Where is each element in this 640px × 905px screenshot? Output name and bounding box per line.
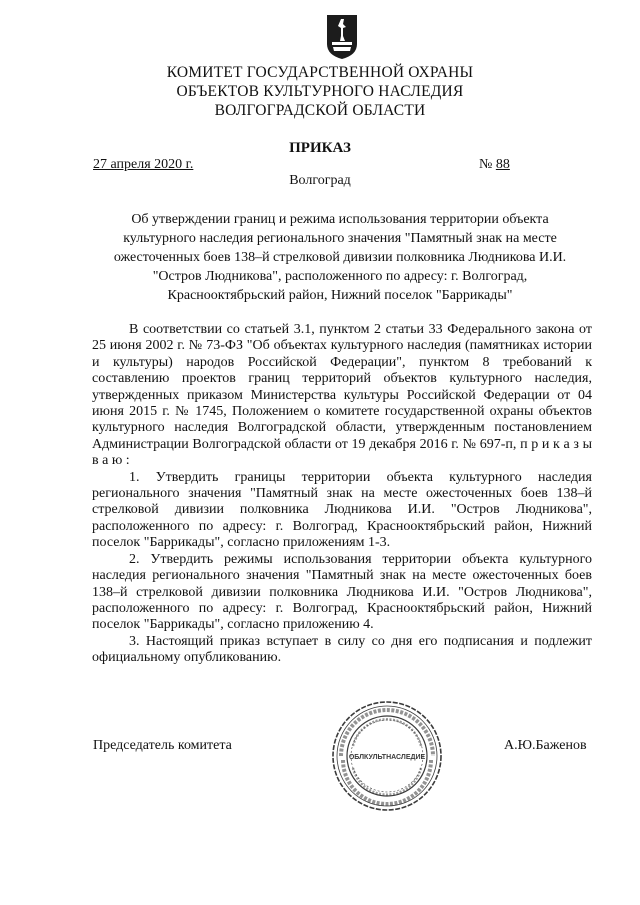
signatory-name: А.Ю.Баженов [504, 738, 587, 753]
preamble-paragraph: В соответствии со статьей 3.1, пунктом 2 статьи 33 Федерального закона от 25 июня 2002 г. № 73-ФЗ "Об объектах культурного наследия (памятниках истории и культуры) народов Российской Федерации", пунктом 8 требований к составлению проектов границ территорий объектов культурного наследия, утвержденных приказом Министерства культуры Российской Федерации от 04 июня 2015 г. № 1745, Положением о комитете государственной охраны объектов культурного наследия Волгоградской области, утвержденным постановлением Администрации Волгоградской области от 19 декабря 2016 г. № 697-п, п р и к а з ы в а ю : [92, 322, 592, 469]
order-item-1: 1. Утвердить границы территории объекта культурного наследия регионального значения "Памятный знак на месте ожесточенных боев 138–й стрелковой дивизии полковника Людникова И.И. "Остров Людникова", расположенного по адресу: г. Волгоград, Краснооктябрьский район, Нижний поселок "Баррикады", согласно приложениям 1-3. [92, 469, 592, 551]
signatory-position: Председатель комитета [93, 738, 232, 753]
document-body [92, 322, 592, 667]
volgograd-emblem-icon [326, 14, 358, 60]
document-title: ПРИКАЗ [289, 140, 351, 156]
document-subject [90, 210, 590, 305]
org-name-line-2: ОБЪЕКТОВ КУЛЬТУРНОГО НАСЛЕДИЯ [176, 83, 464, 100]
document-city: Волгоград [289, 173, 351, 188]
subject-line: "Остров Людникова", расположенного по адресу: г. Волгоград, [152, 269, 528, 284]
subject-line: культурного наследия регионального значения "Памятный знак на месте [123, 231, 557, 246]
subject-line: ожесточенных боев 138–й стрелковой дивизии полковника Людникова И.И. [113, 250, 567, 265]
document-date: 27 апреля 2020 г. [93, 157, 194, 172]
official-seal-stamp [331, 700, 443, 812]
number-prefix: № [479, 157, 493, 172]
document-number [479, 157, 510, 173]
number-value: 88 [495, 157, 510, 172]
org-name-line-3: ВОЛГОГРАДСКОЙ ОБЛАСТИ [214, 102, 426, 119]
org-name-line-1: КОМИТЕТ ГОСУДАРСТВЕННОЙ ОХРАНЫ [166, 64, 474, 81]
seal-center-text: ОБЛКУЛЬТНАСЛЕДИЕ [348, 754, 426, 761]
subject-line: Краснооктябрьский район, Нижний поселок "Баррикады" [167, 288, 513, 303]
order-item-2: 2. Утвердить режимы использования территории объекта культурного наследия регионального значения "Памятный знак на месте ожесточенных боев 138–й стрелковой дивизии полковника Людникова И.И. "Остров Людникова", расположенного по адресу: г. Волгоград, Краснооктябрьский район, Нижний поселок "Баррикады", согласно приложению 4. [92, 551, 592, 633]
order-item-3: 3. Настоящий приказ вступает в силу со дня его подписания и подлежит официальному опубликованию. [92, 633, 592, 666]
subject-line: Об утверждении границ и режима использования территории объекта [131, 212, 549, 227]
